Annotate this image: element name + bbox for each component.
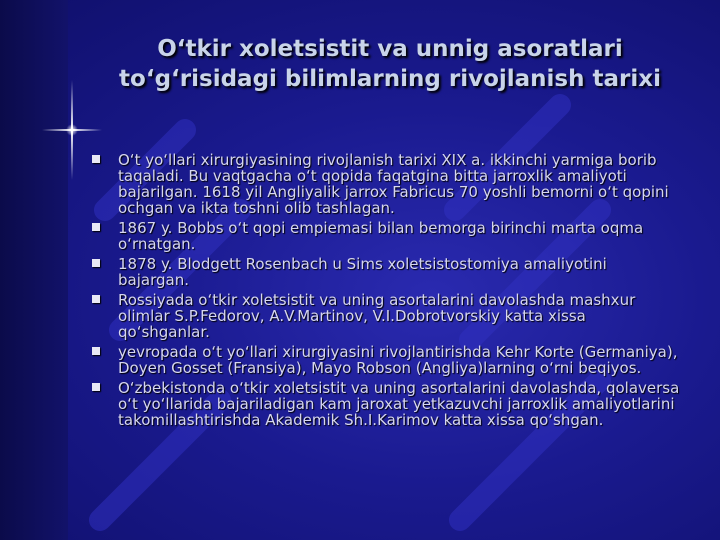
bullet-text: O‘zbekistonda o‘tkir xoletsistit va uning asortalarini davolashda, qolaversa o‘t yo‘llarida bajariladigan kam jaroxat yetkazuvchi jarroxlik amaliyotlarini takomillashtirishda Akademik Sh.I.Karimov katta xissa qo‘shgan. <box>118 379 680 429</box>
bullet-text: yevropada o‘t yo‘llari xirurgiyasini rivojlantirishda Kehr Korte (Germaniya), Doyen Gosset (Fransiya), Mayo Robson (Angliya)larning o‘rni beqiyos. <box>118 343 678 377</box>
bullet-text: 1878 y. Blodgett Rosenbach u Sims xoletsistostomiya amaliyotini bajargan. <box>118 255 607 289</box>
sparkle-decoration <box>42 100 102 160</box>
slide-title: O‘tkir xoletsistit va unnig asoratlari to‘g‘risidagi bilimlarning rivojlanish tarixi <box>119 36 661 92</box>
bullet-text: O‘t yo‘llari xirurgiyasining rivojlanish tarixi XIX a. ikkinchi yarmiga borib taqaladi. Bu vaqtgacha o‘t qopida faqatgina bitta jarroxlik amaliyoti bajarilgan. 1618 yil Angliyalik jarrox Fabricus 70 yoshli bemorni o‘t qopini ochgan va ikta toshni olib tashlagan. <box>118 151 669 217</box>
square-bullet-icon <box>92 155 100 163</box>
bullet-item <box>92 220 682 252</box>
bullet-text: Rossiyada o‘tkir xoletsistit va uning asortalarini davolashda mashxur olimlar S.P.Fedorov, A.V.Martinov, V.I.Dobrotvorskiy katta xissa qo‘shganlar. <box>118 291 636 341</box>
bullet-list <box>92 152 682 432</box>
bullet-item <box>92 344 682 376</box>
bullet-item <box>92 292 682 340</box>
left-dark-band <box>0 0 68 540</box>
bullet-item <box>92 256 682 288</box>
square-bullet-icon <box>92 295 100 303</box>
bullet-item <box>92 152 682 216</box>
square-bullet-icon <box>92 259 100 267</box>
square-bullet-icon <box>92 223 100 231</box>
square-bullet-icon <box>92 383 100 391</box>
bullet-item <box>92 380 682 428</box>
square-bullet-icon <box>92 347 100 355</box>
bullet-text: 1867 y. Bobbs o‘t qopi empiemasi bilan bemorga birinchi marta oqma o‘rnatgan. <box>118 219 644 253</box>
